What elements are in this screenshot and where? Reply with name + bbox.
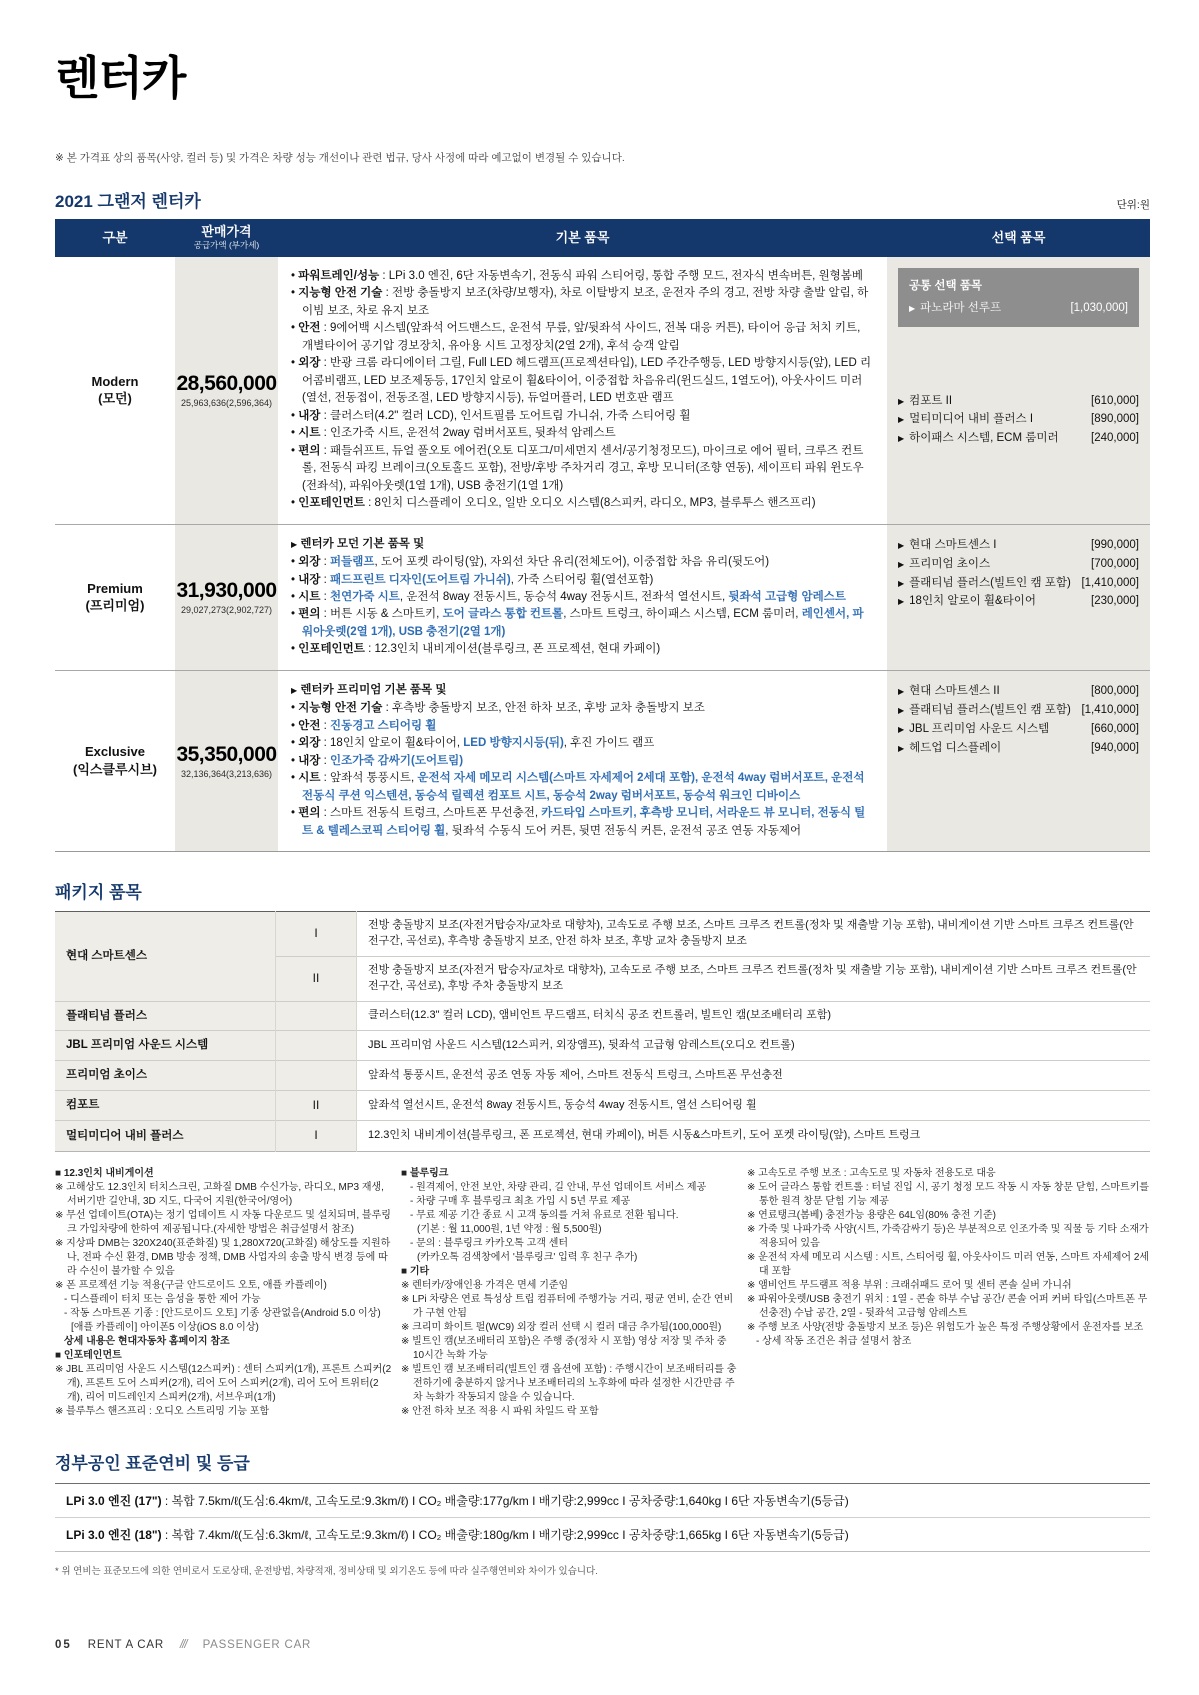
base-item: • 안전 : 9에어백 시스템(앞좌석 어드밴스드, 운전석 무릎, 앞/뒷좌석 사이드, 전복 대응 커튼), 타이어 응급 처치 키트, 개별타이어 공기압 경보장치, 유아용 시트 고정장치(2열 2개), 후석 승객 알림: [291, 322, 861, 352]
package-tier: I: [276, 1121, 357, 1151]
package-tier: I: [276, 912, 357, 957]
footnote-line: ※ JBL 프리미엄 사운드 시스템(12스피커) : 센터 스피커(1개), 프론트 스피커(2개), 프론트 도어 스피커(2개), 리어 도어 스피커(2개), 리어 도어 트위터(2개), 리어 미드레인지 스피커(2개), 서브우퍼(1개): [55, 1363, 392, 1403]
fuel-engine-name: LPi 3.0 엔진 (18"): [66, 1527, 162, 1542]
package-name: JBL 프리미엄 사운드 시스템: [55, 1031, 276, 1061]
option-name: 플래티넘 플러스(빌트인 캠 포함): [909, 704, 1071, 717]
option-price: [800,000]: [1091, 685, 1139, 698]
trim-row: [55, 524, 1150, 670]
footnote-line: - 상세 작동 조건은 취급 설명서 참조: [756, 1335, 912, 1347]
trim-name: [55, 257, 175, 524]
option-arrow-icon: ▶: [898, 434, 905, 444]
package-row: [55, 1061, 1150, 1091]
base-item: • 편의 : 스마트 전동식 트렁크, 스마트폰 무선충전, 카드타입 스마트키, 후측방 모니터, 서라운드 뷰 모니터, 전동식 틸트 & 텔레스코픽 스티어링 휠, 뒷좌석 수동식 도어 커튼, 뒷면 전동식 커튼, 운전석 공조 연동 자동제어: [291, 807, 866, 837]
base-item: • 외장 : 반광 크롬 라디에이터 그릴, Full LED 헤드램프(프로젝션타입), LED 주간주행등, LED 방향지시등(앞), LED 리어콤비램프, LED 보조제동등, 17인치 알로이 휠&타이어, 이중접합 차음유리(윈드실드, 1열도어), 아웃사이드 미러(열선, 전동접이, 전동조절, LED 방향지시등), 듀얼머플러, LED 번호판 램프: [291, 357, 872, 405]
footnote-line: ※ 블루투스 핸즈프리 : 오디오 스트리밍 기능 포함: [55, 1405, 270, 1417]
footnotes-col3: [747, 1167, 1150, 1419]
trim-price: [175, 525, 278, 670]
package-tier: II: [276, 1090, 357, 1120]
option-name: JBL 프리미엄 사운드 시스템: [909, 722, 1050, 735]
lead-arrow-icon: ▶: [291, 685, 298, 695]
base-item: • 인포테인먼트 : 12.3인치 내비게이션(블루링크, 폰 프로젝션, 현대 카페이): [291, 643, 661, 656]
col-header-base-items: 기본 품목: [555, 229, 610, 245]
base-items-lead: ▶ 렌터카 프리미엄 기본 품목 및: [291, 683, 447, 696]
price-supply-value: 25,963,636(2,596,364): [180, 398, 273, 409]
package-name: 현대 스마트센스: [55, 912, 276, 1002]
option-item: [898, 702, 1139, 719]
price-value: 35,350,000: [176, 742, 277, 766]
option-arrow-icon: ▶: [909, 304, 916, 313]
option-name: 18인치 알로이 휠&타이어: [909, 595, 1036, 608]
page-number: 05: [55, 1639, 72, 1651]
trim-price: [175, 257, 278, 524]
base-item: • 인포테인먼트 : 8인치 디스플레이 오디오, 일반 오디오 시스템(8스피커, 라디오, MP3, 블루투스 핸즈프리): [291, 497, 816, 510]
option-item: [898, 575, 1139, 592]
base-item: • 내장 : 클러스터(4.2" 컬러 LCD), 인서트필름 도어트림 가니쉬, 가죽 스티어링 휠: [291, 409, 691, 422]
footnote-line: ※ 무선 업데이트(OTA)는 정기 업데이트 시 자동 다운로드 및 설치되며, 블루링크 가입차량에 한하여 제공됩니다.(자세한 방법은 취급설명서 참조): [55, 1209, 391, 1235]
base-items-cell: [278, 257, 887, 524]
fuel-spec: : 복합 7.4km/ℓ(도심:6.3km/ℓ, 고속도로:9.3km/ℓ) I CO₂ 배출량:180g/km I 배기량:2,999cc I 공차중량:1,665kg I 6단 자동변속기(5등급): [161, 1527, 849, 1542]
fuel-row: [55, 1517, 1150, 1551]
footer-divider: ///: [179, 1639, 187, 1651]
footer-category: RENT A CAR: [87, 1639, 164, 1651]
package-name: 프리미엄 초이스: [55, 1061, 276, 1091]
footnote-line: ※ 주행 보조 사양(전방 충돌방지 보조 등)은 위험도가 높은 특정 주행상황에서 운전자를 보조: [747, 1321, 1144, 1333]
disclaimer-note: ※ 본 가격표 상의 품목(사양, 컬러 등) 및 가격은 차량 성능 개선이나 관련 법규, 당사 사정에 따라 예고없이 변경될 수 있습니다.: [55, 152, 625, 164]
footnotes: [55, 1167, 1150, 1419]
footnote-line: (기본 : 월 11,000원, 1년 약정 : 월 5,500원): [417, 1223, 602, 1235]
fuel-section-title: 정부공인 표준연비 및 등급: [55, 1453, 250, 1473]
option-item: [898, 740, 1139, 757]
fuel-spec: : 복합 7.5km/ℓ(도심:6.4km/ℓ, 고속도로:9.3km/ℓ) I CO₂ 배출량:177g/km I 배기량:2,999cc I 공차중량:1,640kg I 6단 자동변속기(5등급): [161, 1493, 849, 1508]
package-contents: 클러스터(12.3" 컬러 LCD), 앰비언트 무드램프, 터치식 공조 컨트롤러, 빌트인 캠(보조배터리 포함): [357, 1001, 1151, 1031]
base-item: • 지능형 안전 기술 : 후측방 충돌방지 보조, 안전 하차 보조, 후방 교차 충돌방지 보조: [291, 702, 705, 715]
footnote-line: ※ 렌터카/장애인용 가격은 면세 기준임: [401, 1279, 569, 1291]
option-list: [898, 682, 1139, 759]
option-item: [898, 593, 1139, 610]
option-item: [898, 537, 1139, 554]
footnote-line: 상세 내용은 현대자동차 홈페이지 참조: [64, 1335, 230, 1347]
package-contents: 전방 충돌방지 보조(자전거탑승자/교차로 대향차), 고속도로 주행 보조, 스마트 크루즈 컨트롤(정차 및 재출발 기능 포함), 내비게이션 기반 스마트 크루즈 컨트롤(안전구간, 곡선로), 후측방 충돌방지 보조, 안전 하차 보조, 후방 교차 충돌방지 보조: [357, 912, 1151, 957]
option-arrow-icon: ▶: [898, 415, 905, 425]
option-list: [898, 391, 1139, 449]
package-table: [55, 911, 1150, 1152]
option-price: [1,410,000]: [1081, 576, 1139, 589]
unit-label: 단위:원: [1116, 199, 1150, 211]
trim-name-en: Modern: [91, 373, 139, 389]
option-arrow-icon: ▶: [898, 541, 905, 551]
options-cell: [887, 671, 1150, 851]
footer-subcategory: PASSENGER CAR: [202, 1639, 312, 1651]
footnote-line: ■ 블루링크: [401, 1167, 449, 1179]
package-row: [55, 1001, 1150, 1031]
footnote-line: ※ 운전석 자세 메모리 시스템 : 시트, 스티어링 휠, 아웃사이드 미러 연동, 스마트 자세제어 2세대 포함: [747, 1251, 1150, 1277]
trim-name: [55, 671, 175, 851]
package-row: [55, 1121, 1150, 1151]
base-items-lead: ▶ 렌터카 모던 기본 품목 및: [291, 537, 425, 550]
option-price: [240,000]: [1091, 432, 1139, 445]
fuel-table: [55, 1483, 1150, 1552]
footnotes-col2: [401, 1167, 738, 1419]
footnotes-col1: [55, 1167, 392, 1419]
option-arrow-icon: ▶: [898, 687, 905, 697]
footnote-line: ■ 12.3인치 내비게이션: [55, 1167, 154, 1179]
trim-name-ko: (모던): [98, 391, 132, 407]
common-options-title: 공통 선택 품목: [909, 280, 983, 292]
option-name: 컴포트 II: [909, 394, 953, 407]
option-price: [940,000]: [1091, 741, 1139, 754]
footnote-line: ※ 고속도로 주행 보조 : 고속도로 및 자동차 전용도로 대응: [747, 1167, 996, 1179]
fuel-row: [55, 1484, 1150, 1517]
base-items-cell: [278, 525, 887, 670]
package-row: [55, 1090, 1150, 1120]
trim-name: [55, 525, 175, 670]
footnote-line: ※ 연료탱크(봄베) 충전가능 용량은 64L임(80% 충전 기준): [747, 1209, 996, 1221]
base-item: • 외장 : 퍼들램프, 도어 포켓 라이팅(앞), 자외선 차단 유리(전체도어), 이중접합 차음 유리(뒷도어): [291, 556, 770, 569]
package-contents: JBL 프리미엄 사운드 시스템(12스피커, 외장앰프), 뒷좌석 고급형 암레스트(오디오 컨트롤): [357, 1031, 1151, 1061]
common-options-box: [898, 268, 1139, 327]
option-name: 플래티넘 플러스(빌트인 캠 포함): [909, 576, 1071, 589]
package-section-title: 패키지 품목: [55, 883, 142, 903]
option-name: 프리미엄 초이스: [909, 557, 991, 570]
base-items-cell: [278, 671, 887, 851]
lead-arrow-icon: ▶: [291, 539, 298, 549]
footnote-line: ※ 앰비언트 무드램프 적용 부위 : 크래쉬패드 로어 및 센터 콘솔 실버 가니쉬: [747, 1279, 1072, 1291]
option-name: 멀티미디어 내비 플러스 I: [909, 413, 1034, 426]
footnote-line: ※ 빌트인 캠(보조배터리 포함)은 주행 중(정차 시 포함) 영상 저장 및 주차 중 10시간 녹화 가능: [401, 1335, 727, 1361]
page-footer: [55, 1639, 311, 1651]
base-item: • 파워트레인/성능 : LPi 3.0 엔진, 6단 자동변속기, 전동식 파워 스티어링, 통합 주행 모드, 전자식 변속버튼, 원형봄베: [291, 270, 864, 282]
footnote-line: - 디스플레이 터치 또는 음성을 통한 제어 가능: [64, 1293, 261, 1305]
option-name: 하이패스 시스템, ECM 룸미러: [909, 432, 1059, 445]
col-header-options: 선택 품목: [991, 229, 1046, 245]
trim-price-table-header: [55, 219, 1150, 257]
options-cell: [887, 525, 1150, 670]
trim-name-ko: (익스클루시브): [72, 761, 157, 777]
option-name: 헤드업 디스플레이: [909, 741, 1002, 754]
base-item: • 외장 : 18인치 알로이 휠&타이어, LED 방향지시등(뒤), 후진 가이드 램프: [291, 737, 655, 750]
option-price: [230,000]: [1091, 595, 1139, 608]
fuel-engine-name: LPi 3.0 엔진 (17"): [66, 1493, 162, 1508]
pricing-section-title: 2021 그랜저 렌터카: [55, 192, 201, 211]
footnote-line: - 무료 제공 기간 종료 시 고객 동의를 거쳐 유료로 전환 됩니다.: [410, 1209, 679, 1221]
footnote-line: ■ 기타: [401, 1265, 430, 1277]
option-price: [660,000]: [1091, 722, 1139, 735]
fuel-note: * 위 연비는 표준모드에 의한 연비로서 도로상태, 운전방법, 차량적재, 정비상태 및 외기온도 등에 따라 실주행연비와 차이가 있습니다.: [55, 1565, 598, 1577]
trim-price-table: [55, 219, 1150, 852]
footnote-line: ※ 가죽 및 나파가죽 사양(시트, 가죽감싸기 등)은 부분적으로 인조가죽 및 직물 등 기타 소재가 적용되어 있음: [747, 1223, 1149, 1249]
footnote-line: ※ 도어 글라스 통합 컨트롤 : 터널 진입 시, 공기 청정 모드 작동 시 자동 창문 닫힘, 스마트키를 통한 원격 창문 닫힘 기능 제공: [747, 1181, 1150, 1207]
package-rows: [55, 912, 1150, 1152]
base-item: • 시트 : 천연가죽 시트, 운전석 8way 전동시트, 동승석 4way 전동시트, 전좌석 열선시트, 뒷좌석 고급형 암레스트: [291, 590, 846, 603]
package-contents: 전방 충돌방지 보조(자전거 탑승자/교차로 대향차), 고속도로 주행 보조, 스마트 크루즈 컨트롤(정차 및 재출발 기능 포함), 내비게이션 기반 스마트 크루즈 컨트롤(안전구간, 곡선로), 후방 주차 충돌방지 보조: [357, 956, 1151, 1001]
option-item: [898, 393, 1139, 410]
option-arrow-icon: ▶: [898, 743, 905, 753]
footnote-line: - 작동 스마트폰 기종 : [안드로이드 오토] 기종 상관없음(Android 5.0 이상) [애플 카플레이] 아이폰5 이상(iOS 8.0 이상): [64, 1307, 381, 1333]
trim-price: [175, 671, 278, 851]
option-item: [898, 430, 1139, 447]
base-item: • 시트 : 앞좌석 통풍시트, 운전석 자세 메모리 시스템(스마트 자세제어 2세대 포함), 운전석 4way 럼버서포트, 운전석 전동식 쿠션 익스텐션, 동승석 릴렉션 컴포트 시트, 동승석 2way 럼버서포트, 동승석 워크인 디바이스: [291, 772, 865, 802]
base-item: • 안전 : 진동경고 스티어링 휠: [291, 719, 437, 732]
option-item: [898, 556, 1139, 573]
option-price: [990,000]: [1091, 539, 1139, 552]
base-item: • 편의 : 패들쉬프트, 듀얼 풀오토 에어컨(오토 디포그/미세먼지 센서/공기청정모드), 마이크로 에어 필터, 크루즈 컨트롤, 전동식 파킹 브레이크(오토홀드 포함), 전방/후방 주차거리 경고, 후방 모니터(조향 연동), 세이프티 파워 윈도우(전좌석), 파워아웃렛(1열 1개), USB 충전기(1열 1개): [291, 444, 864, 492]
package-contents: 앞좌석 통풍시트, 운전석 공조 연동 자동 제어, 스마트 전동식 트렁크, 스마트폰 무선충전: [357, 1061, 1151, 1091]
trim-rows: [55, 257, 1150, 851]
footnote-line: ※ 빌트인 캠 보조배터리(빌트인 캠 옵션에 포함) : 주행시간이 보조배터리를 충전하기에 충분하지 않거나 보조배터리의 노후화에 따라 설정한 시간만큼 주차 녹화가 작동되지 않을 수 있습니다.: [401, 1363, 737, 1403]
base-item: • 내장 : 인조가죽 감싸기(도어트림): [291, 754, 464, 767]
package-name: 플래티넘 플러스: [55, 1001, 276, 1031]
price-supply-value: 29,027,273(2,902,727): [180, 605, 273, 616]
package-name: 멀티미디어 내비 플러스: [55, 1121, 276, 1151]
footnote-line: - 원격제어, 안전 보안, 차량 관리, 길 안내, 무선 업데이트 서비스 제공: [410, 1181, 707, 1193]
footnote-line: ※ 파워아웃렛/USB 충전기 위치 : 1열 - 콘솔 하부 수납 공간/ 콘솔 어퍼 커버 타입(스마트폰 무선충전) 수납 공간, 2열 - 뒷좌석 고급형 암레스트: [747, 1293, 1148, 1319]
trim-name-ko: (프리미엄): [85, 598, 145, 614]
package-contents: 12.3인치 내비게이션(블루링크, 폰 프로젝션, 현대 카페이), 버튼 시동&스마트키, 도어 포켓 라이팅(앞), 스마트 트렁크: [357, 1121, 1151, 1151]
trim-name-en: Exclusive: [85, 744, 145, 760]
base-item: • 지능형 안전 기술 : 전방 충돌방지 보조(차량/보행자), 차로 이탈방지 보조, 운전자 주의 경고, 전방 차량 출발 알림, 하이빔 보조, 차로 유지 보조: [291, 287, 869, 317]
base-item: • 시트 : 인조가죽 시트, 운전석 2way 럼버서포트, 뒷좌석 암레스트: [291, 427, 616, 440]
price-value: 28,560,000: [176, 372, 277, 396]
footnote-line: ■ 인포테인먼트: [55, 1349, 122, 1361]
package-tier: [276, 1031, 357, 1061]
page-title: 렌터카: [55, 52, 186, 104]
package-row: [55, 912, 1150, 957]
footnote-line: ※ 안전 하차 보조 적용 시 파워 차일드 락 포함: [401, 1405, 599, 1417]
option-price: [1,410,000]: [1081, 704, 1139, 717]
footnote-line: ※ 지상파 DMB는 320X240(표준화질) 및 1,280X720(고화질) 해상도를 지원하나, 전파 수신 환경, DMB 방송 정책, DMB 사업자의 송출 방식 변경 등에 따라 수신이 불가할 수 있음: [55, 1237, 391, 1277]
col-header-price: 판매가격 공급가액 (부가세): [193, 224, 260, 251]
package-tier: II: [276, 956, 357, 1001]
option-arrow-icon: ▶: [898, 396, 905, 406]
option-list: [898, 536, 1139, 613]
option-price: [700,000]: [1091, 557, 1139, 570]
base-item: • 내장 : 패드프린트 디자인(도어트림 가니쉬), 가죽 스티어링 휠(열선포함): [291, 573, 654, 586]
footnote-line: ※ LPi 차량은 연료 특성상 트립 컴퓨터에 주행가능 거리, 평균 연비, 순간 연비가 구현 안됨: [401, 1293, 734, 1319]
option-name: 현대 스마트센스 I: [909, 539, 997, 552]
option-arrow-icon: ▶: [898, 578, 905, 588]
footnote-line: ※ 폰 프로젝션 기능 적용(구글 안드로이드 오토, 애플 카플레이): [55, 1279, 327, 1291]
option-price: [890,000]: [1091, 413, 1139, 426]
footnote-line: ※ 고해상도 12.3인치 터치스크린, 고화질 DMB 수신가능, 라디오, MP3 재생, 서버기반 길안내, 3D 지도, 다국어 지원(한국어/영어): [55, 1181, 384, 1207]
footnote-line: - 문의 : 블루링크 카카오톡 고객 센터: [410, 1237, 569, 1249]
price-value: 31,930,000: [176, 579, 277, 603]
footnote-line: ※ 크리미 화이트 펄(WC9) 외장 컬러 선택 시 컬러 대금 추가됨(100,000원): [401, 1321, 722, 1333]
col-header-category: 구분: [102, 229, 128, 245]
option-arrow-icon: ▶: [898, 559, 905, 569]
option-price: [610,000]: [1091, 394, 1139, 407]
pricing-section-header: [55, 187, 1150, 212]
package-tier: [276, 1061, 357, 1091]
footnote-line: (카카오톡 검색창에서 '블루링크' 입력 후 친구 추가): [417, 1251, 638, 1263]
package-contents: 앞좌석 열선시트, 운전석 8way 전동시트, 동승석 4way 전동시트, 열선 스티어링 휠: [357, 1090, 1151, 1120]
trim-row: [55, 670, 1150, 851]
options-cell: [887, 257, 1150, 524]
option-arrow-icon: ▶: [898, 724, 905, 734]
option-arrow-icon: ▶: [898, 597, 905, 607]
package-name: 컴포트: [55, 1090, 276, 1120]
option-arrow-icon: ▶: [898, 706, 905, 716]
footnote-line: - 차량 구매 후 블루링크 최초 가입 시 5년 무료 제공: [410, 1195, 631, 1207]
package-row: [55, 1031, 1150, 1061]
option-item: [898, 721, 1139, 738]
option-item: [898, 683, 1139, 700]
option-item: [909, 300, 1128, 317]
package-tier: [276, 1001, 357, 1031]
price-supply-value: 32,136,364(3,213,636): [180, 768, 273, 779]
option-name: 파노라마 선루프: [920, 302, 1002, 314]
trim-name-en: Premium: [87, 580, 143, 596]
option-price: [1,030,000]: [1070, 302, 1128, 314]
trim-row: [55, 257, 1150, 524]
base-item: • 편의 : 버튼 시동 & 스마트키, 도어 글라스 통합 컨트롤, 스마트 트렁크, 하이패스 시스템, ECM 룸미러, 레인센서, 파워아웃렛(2열 1개), USB 충전기(2열 1개): [291, 608, 864, 638]
option-name: 현대 스마트센스 II: [909, 685, 1000, 698]
col-header-price-sub: 공급가액 (부가세): [193, 240, 260, 251]
option-item: [898, 411, 1139, 428]
